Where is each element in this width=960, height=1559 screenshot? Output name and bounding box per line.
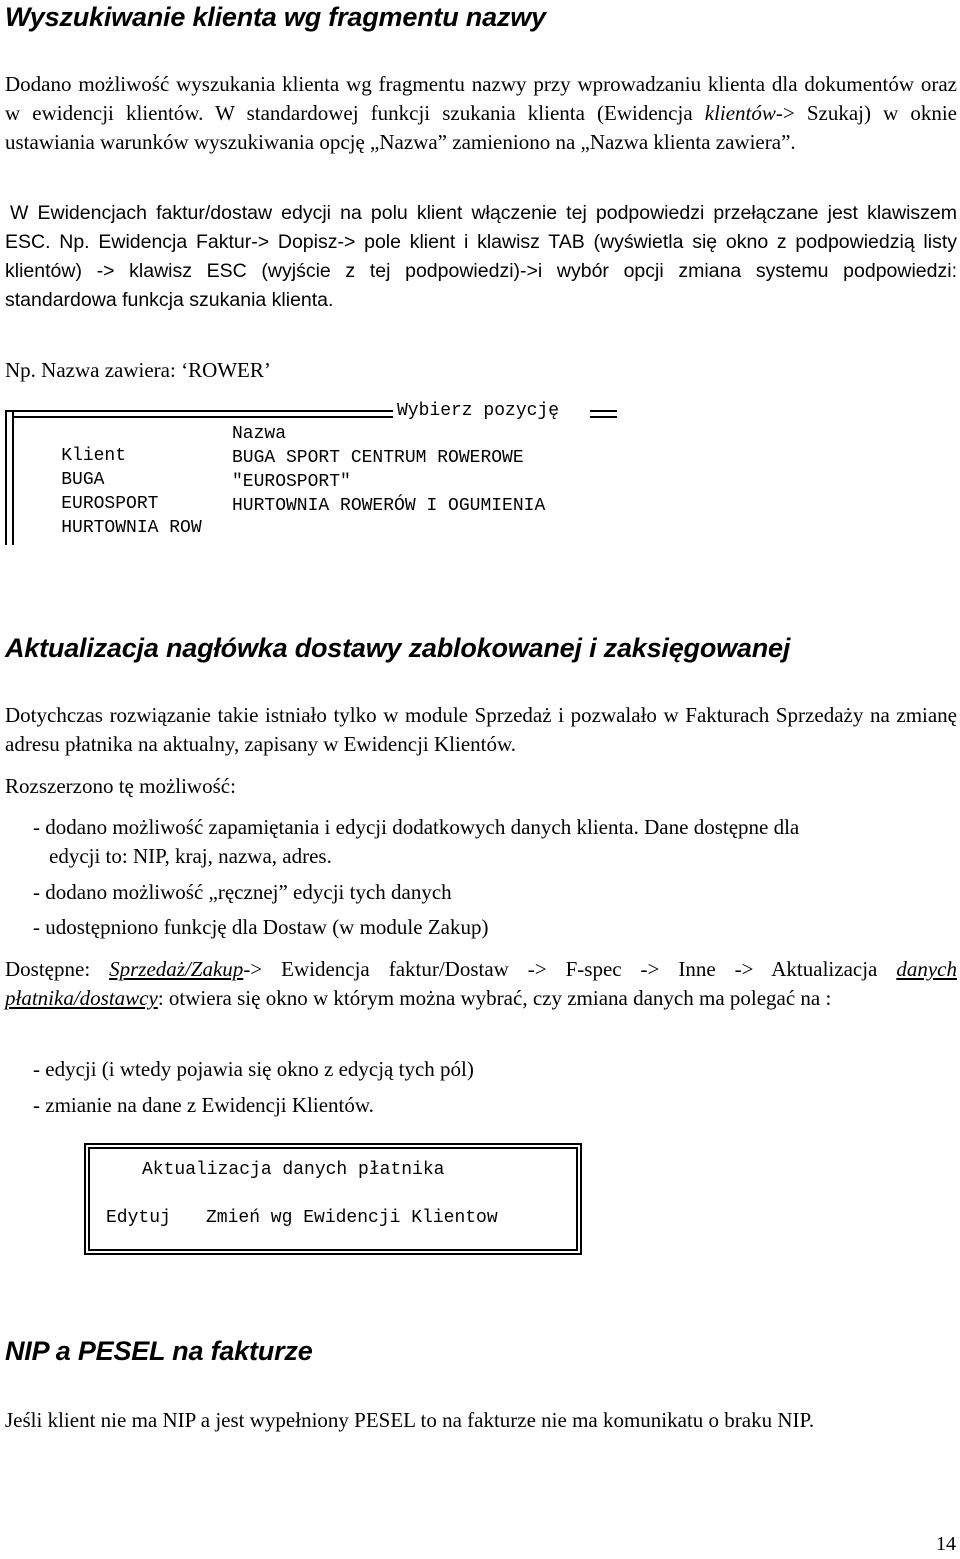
client-selection-window xyxy=(5,400,615,545)
paragraph-client-search-intro: Dodano możliwość wyszukania klienta wg fragmentu nazwy przy wprowadzaniu klienta dla dokumentów oraz w ewidencji klientów. W standardowej funkcji szukania klienta (Ewidencja klientów-> Szukaj) w oknie ustawiania warunków wyszukiwania opcję „Nazwa” zamieniono na „Nazwa klienta zawiera”. xyxy=(5,72,957,154)
change-from-registry-button[interactable]: Zmień wg Ewidencji Klientow xyxy=(206,1208,498,1228)
column-header-client: Klient xyxy=(61,446,127,466)
dialog-title: Aktualizacja danych płatnika xyxy=(142,1160,445,1180)
list-item: - edycji (i wtedy pojawia się okno z edycją tych pól) xyxy=(33,1057,474,1081)
list-item: - dodano możliwość „ręcznej” edycji tych danych xyxy=(33,880,452,904)
list-item[interactable]: EUROSPORT "EUROSPORT" xyxy=(61,472,351,514)
paragraph-nip-pesel: Jeśli klient nie ma NIP a jest wypełniony PESEL to na fakturze nie ma komunikatu o braku NIP. xyxy=(5,1408,815,1432)
section-title-client-search: Wyszukiwanie klienta wg fragmentu nazwy xyxy=(5,2,546,32)
paragraph-esc-toggle: W Ewidencjach faktur/dostaw edycji na polu klient włączenie tej podpowiedzi przełączane jest klawiszem ESC. Np. Ewidencja Faktur-> Dopisz-> pole klient i klawisz TAB (wyświetla się okno z podpowiedzią listy klientów) -> klawisz ESC (wyjście z tej podpowiedzi)->i wybór opcji zmiana systemu podpowiedzi: standardowa funkcja szukania klienta. xyxy=(5,202,957,311)
window-title: Wybierz pozycję xyxy=(397,401,560,421)
paragraph-available: Dostępne: Sprzedaż/Zakup-> Ewidencja faktur/Dostaw -> F-spec -> Inne -> Aktualizacja danych płatnika/dostawcy: otwiera się okno w którym można wybrać, czy zmiana danych ma polegać na : xyxy=(5,957,957,1010)
list-item[interactable]: BUGA BUGA SPORT CENTRUM ROWEROWE xyxy=(61,448,524,490)
paragraph-previous-solution: Dotychczas rozwiązanie takie istniało tylko w module Sprzedaż i pozwalało w Fakturach Sprzedaży na zmianę adresu płatnika na aktualny, zapisany w Ewidencji Klientów. xyxy=(5,703,957,756)
section-title-header-update: Aktualizacja nagłówka dostawy zablokowanej i zaksięgowanej xyxy=(5,633,791,663)
list-item[interactable]: HURTOWNIA ROW HURTOWNIA ROWERÓW I OGUMIENIA xyxy=(61,496,546,538)
list-item-continuation: edycji to: NIP, kraj, nazwa, adres. xyxy=(49,844,332,868)
page-number: 14 xyxy=(936,1533,956,1555)
section-title-nip-pesel: NIP a PESEL na fakturze xyxy=(5,1336,313,1366)
paragraph-example: Np. Nazwa zawiera: ‘ROWER’ xyxy=(5,358,271,382)
paragraph-extended: Rozszerzono tę możliwość: xyxy=(5,774,236,798)
list-item: - udostępniono funkcję dla Dostaw (w module Zakup) xyxy=(33,915,489,939)
list-item: - dodano możliwość zapamiętania i edycji dodatkowych danych klienta. Dane dostępne dla xyxy=(33,815,800,839)
column-header-name: Nazwa xyxy=(232,424,287,444)
payer-update-dialog xyxy=(84,1143,582,1255)
edit-button[interactable]: Edytuj xyxy=(106,1208,171,1228)
list-item: - zmianie na dane z Ewidencji Klientów. xyxy=(33,1093,374,1117)
